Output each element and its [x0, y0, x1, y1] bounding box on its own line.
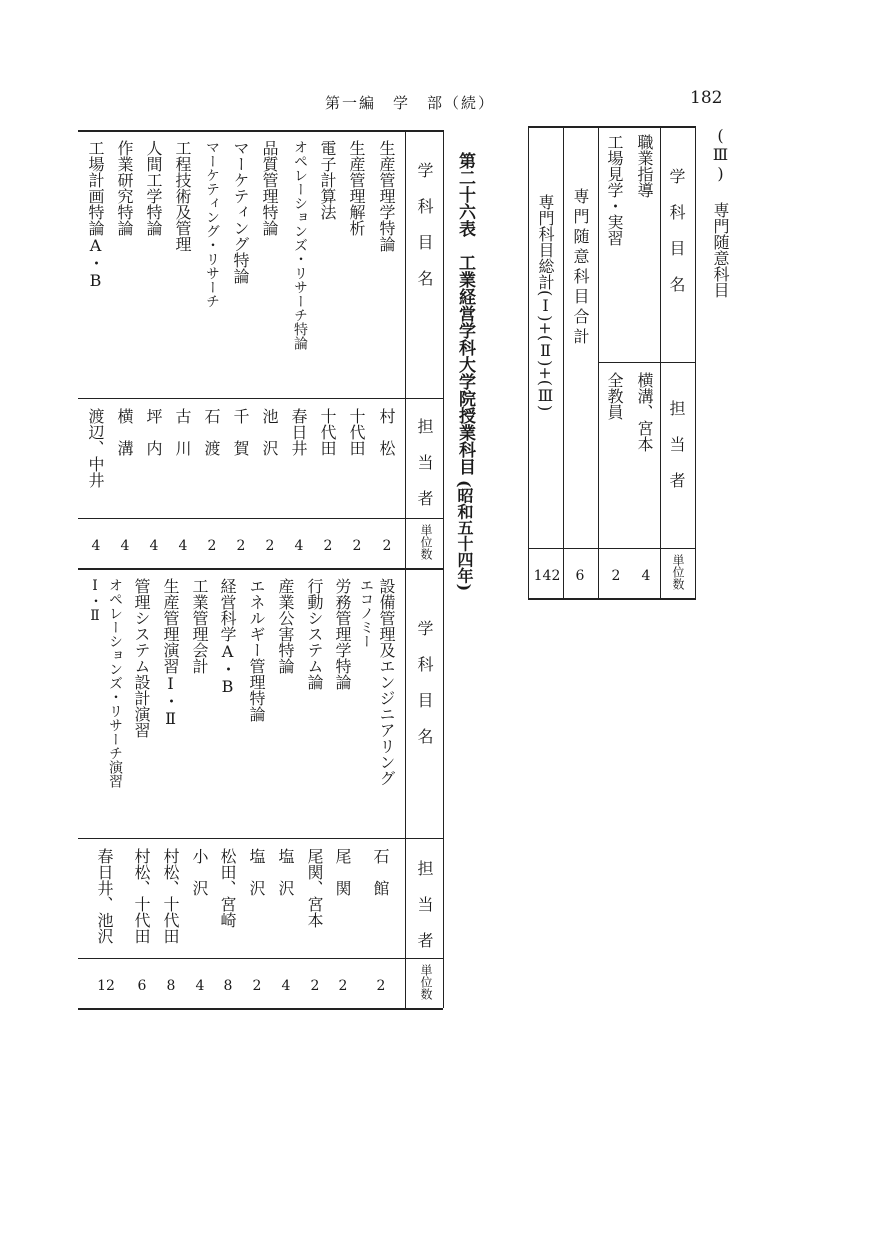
units-cell: 12 [97, 978, 115, 994]
units-cell: 2 [338, 978, 348, 994]
table3-row-units: 4 [641, 568, 651, 584]
teacher-cell: 十代田 [318, 408, 337, 456]
teacher-cell: 池 沢 [260, 408, 279, 456]
teacher-cell: 渡辺、中井 [86, 408, 105, 488]
teacher-cell: 坪 内 [144, 408, 163, 456]
units-cell: 8 [223, 978, 233, 994]
table3-row-subject: 工場見学・実習 [605, 134, 624, 246]
teacher-cell: 塩 沢 [276, 848, 295, 896]
table26-col-teacher: 担当者 [415, 418, 434, 526]
table3-subtotal-units: 6 [575, 568, 585, 584]
subject-cell: 労務管理学特論 [333, 578, 352, 690]
table26-col-teacher: 担当者 [415, 860, 434, 968]
subject-cell: オペレーションズ・リサーチ演習 [107, 578, 123, 788]
subject-cell: 行動システム論 [305, 578, 324, 690]
table-title: 第二十六表 工業経営学科大学院授業科目 [455, 152, 475, 475]
units-cell: 2 [382, 538, 392, 554]
units-cell: 2 [265, 538, 275, 554]
units-cell: 2 [207, 538, 217, 554]
table3-total-label: 専門科目総計(Ⅰ)+(Ⅱ)+(Ⅲ) [536, 194, 555, 412]
teacher-cell: 村松、十代田 [132, 848, 151, 944]
teacher-cell: 尾関、宮本 [305, 848, 324, 928]
subject-cell: 工業管理会計 [190, 578, 209, 674]
subject-cell: 人間工学特論 [144, 140, 163, 236]
units-cell: 2 [376, 978, 386, 994]
subject-cell: 生産管理学特論 [377, 140, 396, 252]
subject-cell: 設備管理及エンジニアリング [377, 578, 396, 786]
units-cell: 2 [310, 978, 320, 994]
teacher-cell: 古 川 [173, 408, 192, 456]
table3-row-subject: 職業指導 [635, 134, 654, 198]
units-cell: 2 [236, 538, 246, 554]
units-cell: 8 [166, 978, 176, 994]
table3-subtotal-label: 専門随意科目合計 [571, 188, 590, 348]
subject-cell: 生産管理解析 [347, 140, 366, 236]
subject-cell: 工場計画特論A・B [86, 140, 105, 290]
teacher-cell: 十代田 [347, 408, 366, 456]
subject-cell: マーケティング・リサーチ [204, 140, 220, 308]
subject-cell: 電子計算法 [318, 140, 337, 220]
subject-cell: 品質管理特論 [260, 140, 279, 236]
teacher-cell: 村 松 [377, 408, 396, 456]
teacher-cell: 尾 関 [333, 848, 352, 896]
units-cell: 2 [252, 978, 262, 994]
subject-cell-cont: Ⅰ・Ⅱ [87, 578, 103, 624]
teacher-cell: 石 渡 [202, 408, 221, 456]
units-cell: 2 [352, 538, 362, 554]
page-number: 182 [690, 88, 723, 108]
units-cell: 4 [149, 538, 159, 554]
teacher-cell: 横 溝 [115, 408, 134, 456]
table3-row-teacher: 全教員 [605, 372, 624, 420]
teacher-cell: 松田、宮崎 [218, 848, 237, 928]
table26-col-units: 単位数 [419, 524, 433, 560]
units-cell: 4 [178, 538, 188, 554]
table3-row-units: 2 [611, 568, 621, 584]
subject-cell: 作業研究特論 [115, 140, 134, 236]
section-title: (Ⅲ) 専門随意科目 [711, 126, 730, 298]
table26-col-subject: 学科目名 [415, 620, 434, 764]
units-cell: 2 [323, 538, 333, 554]
subject-cell: オペレーションズ・リサーチ特論 [292, 140, 308, 350]
subject-cell: 工程技術及管理 [173, 140, 192, 252]
table-title-era: (昭和五十四年) [455, 480, 474, 592]
teacher-cell: 小 沢 [190, 848, 209, 896]
subject-cell-cont: エコノミー [358, 578, 374, 648]
units-cell: 4 [195, 978, 205, 994]
table3-col-teacher: 担当者 [667, 400, 686, 508]
subject-cell: 産業公害特論 [276, 578, 295, 674]
table3-total-units: 142 [533, 568, 561, 584]
table26-col-units: 単位数 [419, 964, 433, 1000]
subject-cell: 管理システム設計演習 [132, 578, 151, 738]
units-cell: 4 [281, 978, 291, 994]
table3-col-units: 単位数 [671, 554, 685, 590]
units-cell: 4 [91, 538, 101, 554]
teacher-cell: 千 賀 [231, 408, 250, 456]
units-cell: 4 [294, 538, 304, 554]
subject-cell: 経営科学A・B [218, 578, 237, 696]
table26-col-subject: 学科目名 [415, 162, 434, 306]
teacher-cell: 春日井 [289, 408, 308, 456]
teacher-cell: 塩 沢 [247, 848, 266, 896]
units-cell: 4 [120, 538, 130, 554]
units-cell: 6 [137, 978, 147, 994]
teacher-cell: 春日井、池沢 [95, 848, 114, 944]
table3-col-subject: 学科目名 [667, 168, 686, 312]
subject-cell: エネルギー管理特論 [247, 578, 266, 722]
subject-cell: マーケティング特論 [231, 140, 250, 284]
subject-cell: 生産管理演習Ⅰ・Ⅱ [161, 578, 180, 728]
teacher-cell: 村松、十代田 [161, 848, 180, 944]
teacher-cell: 石 館 [371, 848, 390, 896]
running-title: 第一編 学 部（続） [325, 94, 496, 112]
table3-row-teacher: 横溝、宮本 [635, 372, 654, 452]
